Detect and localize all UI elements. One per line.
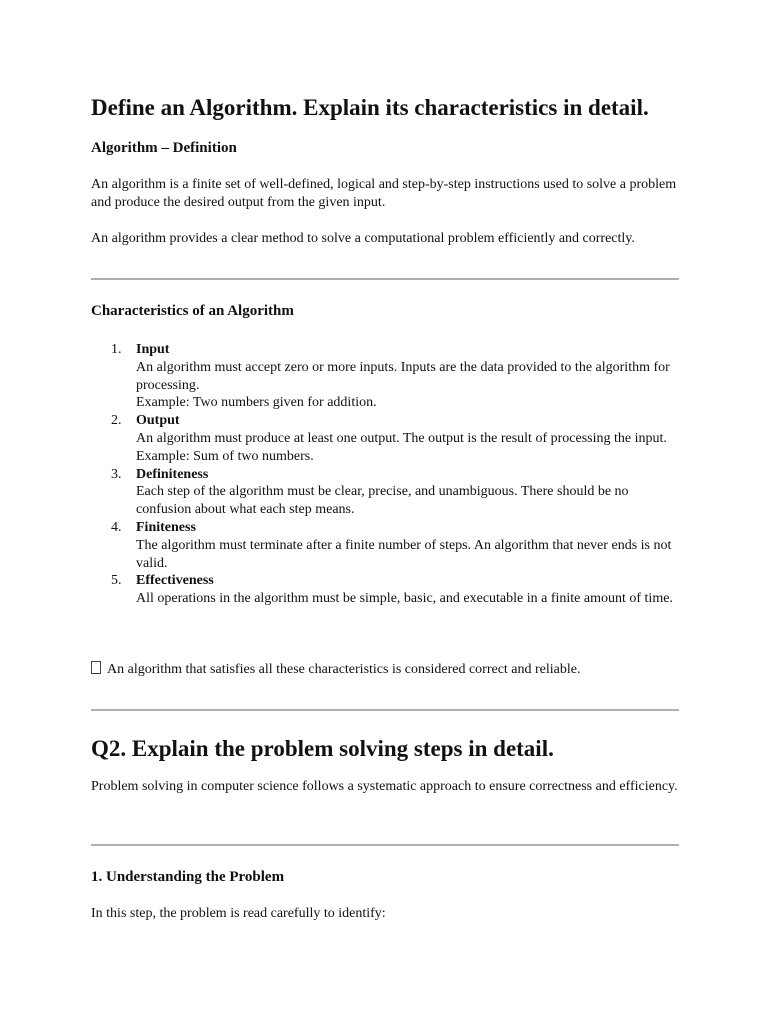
list-item bbox=[91, 412, 679, 465]
item-body: An algorithm must accept zero or more inputs. Inputs are the data provided to the algorithm for processing. bbox=[136, 359, 670, 393]
characteristics-list bbox=[91, 341, 679, 608]
definition-paragraph-1: An algorithm is a finite set of well-defined, logical and step-by-step instructions used to solve a problem and produce the desired output from the given input. bbox=[91, 177, 677, 210]
checkbox-glyph-icon bbox=[91, 661, 101, 674]
divider bbox=[91, 709, 679, 711]
list-number: 4. bbox=[111, 519, 122, 535]
item-example: Example: Two numbers given for addition. bbox=[136, 395, 377, 411]
list-item bbox=[91, 341, 679, 412]
list-item bbox=[91, 466, 679, 519]
divider bbox=[91, 844, 679, 846]
step-heading: 1. Understanding the Problem bbox=[91, 869, 285, 885]
list-item bbox=[91, 572, 679, 608]
list-item bbox=[91, 519, 679, 572]
item-title: Effectiveness bbox=[136, 573, 214, 589]
definition-heading: Algorithm – Definition bbox=[91, 140, 237, 156]
item-body: The algorithm must terminate after a finite number of steps. An algorithm that never ends is not valid. bbox=[136, 537, 672, 571]
divider bbox=[91, 278, 679, 280]
item-title: Output bbox=[136, 413, 180, 429]
characteristics-heading: Characteristics of an Algorithm bbox=[91, 303, 294, 319]
section-intro: Problem solving in computer science follows a systematic approach to ensure correctness and efficiency. bbox=[91, 779, 678, 794]
item-title: Finiteness bbox=[136, 519, 196, 535]
list-number: 5. bbox=[111, 573, 122, 589]
list-number: 3. bbox=[111, 466, 122, 482]
list-number: 1. bbox=[111, 342, 122, 357]
definition-paragraph-2: An algorithm provides a clear method to solve a computational problem efficiently and correctly. bbox=[91, 231, 635, 246]
page-title: Define an Algorithm. Explain its characteristics in detail. bbox=[91, 95, 649, 120]
conclusion-label: An algorithm that satisfies all these characteristics is considered correct and reliable. bbox=[107, 662, 581, 677]
item-title: Definiteness bbox=[136, 466, 209, 482]
step-text: In this step, the problem is read carefully to identify: bbox=[91, 906, 386, 921]
list-number: 2. bbox=[111, 413, 122, 429]
conclusion-text bbox=[91, 661, 679, 679]
item-body: All operations in the algorithm must be simple, basic, and executable in a finite amount of time. bbox=[136, 591, 673, 607]
item-body: Each step of the algorithm must be clear, precise, and unambiguous. There should be no confusion about what each step means. bbox=[136, 484, 629, 518]
section-title: Q2. Explain the problem solving steps in detail. bbox=[91, 736, 554, 761]
item-body: An algorithm must produce at least one output. The output is the result of processing the input. bbox=[136, 430, 667, 446]
item-example: Example: Sum of two numbers. bbox=[136, 448, 314, 464]
item-title: Input bbox=[136, 342, 170, 357]
